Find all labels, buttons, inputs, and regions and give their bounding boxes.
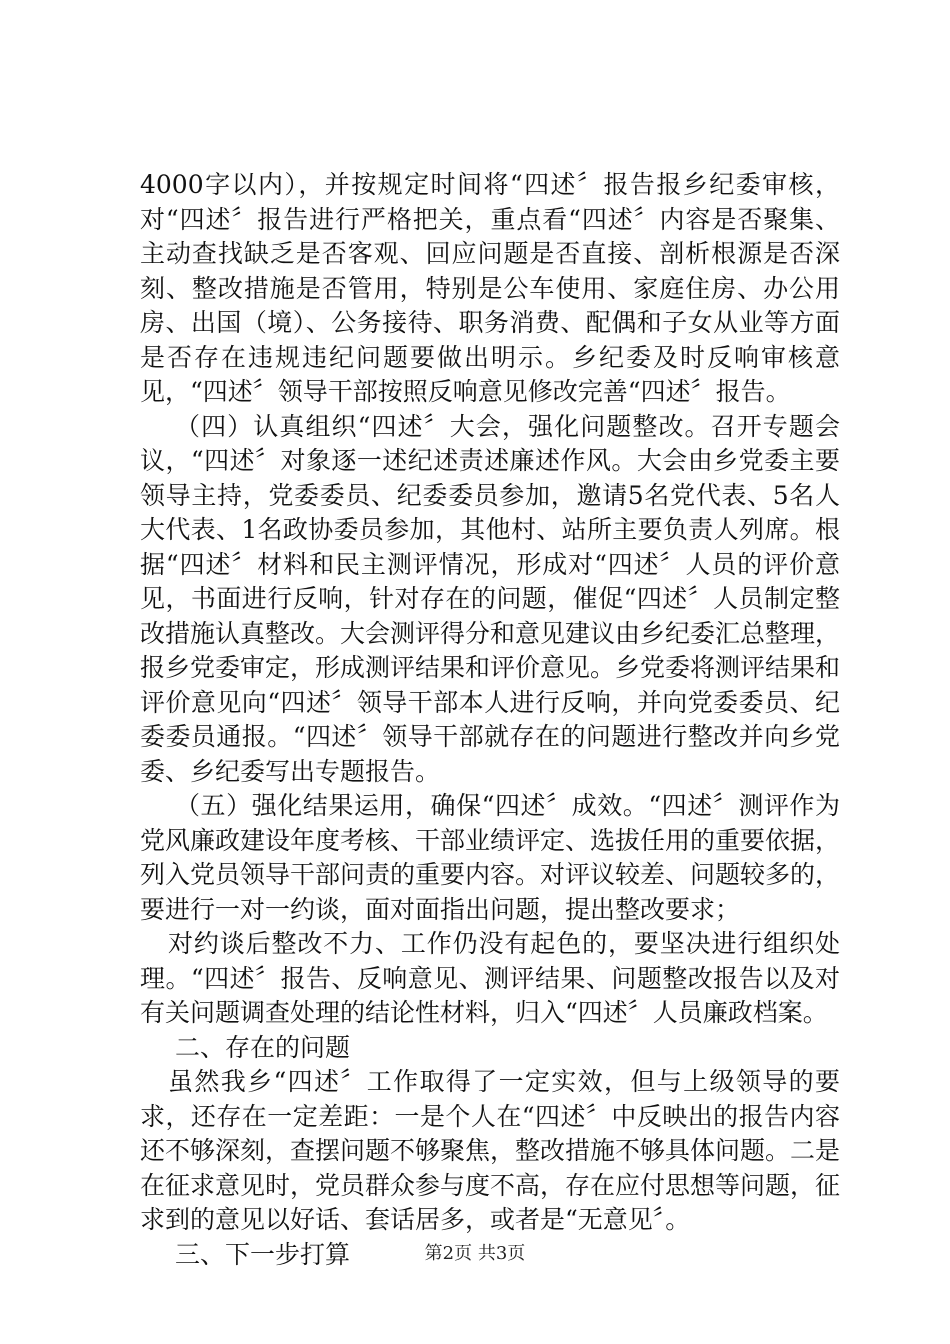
document-body <box>140 168 840 1272</box>
paragraph-section-five: （五）强化结果运用，确保“四述〞成效。“四述〞测评作为党风廉政建设年度考核、干部业绩评定、选拔任用的重要依据，列入党员领导干部问责的重要内容。对评议较差、问题较多的，要进行一对一约谈，面对面指出问题，提出整改要求； <box>140 791 841 924</box>
heading-next-steps: 三、下一步打算 <box>175 1239 351 1269</box>
page-number-footer: 第2页 共3页 <box>424 1243 526 1264</box>
paragraph-continuation: 4000字以内），并按规定时间将“四述〞报告报乡纪委审核，对“四述〞报告进行严格把关，重点看“四述〞内容是否聚集、主动查找缺乏是否客观、回应问题是否直接、剖析根源是否深刻、整改措施是否管用，特别是公车使用、家庭住房、办公用房、出国（境）、公务接待、职务消费、配偶和子女从业等方面是否存在违规违纪问题要做出明示。乡纪委及时反响审核意见，“四述〞领导干部按照反响意见修改完善“四述〞报告。 <box>140 170 840 406</box>
paragraph-organizational-handling: 对约谈后整改不力、工作仍没有起色的，要坚决进行组织处理。“四述〞报告、反响意见、测评结果、问题整改报告以及对有关问题调查处理的结论性材料，归入“四述〞人员廉政档案。 <box>140 929 840 1027</box>
paragraph-section-four: （四）认真组织“四述〞大会，强化问题整改。召开专题会议，“四述〞对象逐一述纪述责述廉述作风。大会由乡党委主要领导主持，党委委员、纪委委员参加，邀请5名党代表、5名人大代表、1名政协委员参加，其他村、站所主要负责人列席。根据“四述〞材料和民主测评情况，形成对“四述〞人员的评价意见，书面进行反响，针对存在的问题，催促“四述〞人员制定整改措施认真整改。大会测评得分和意见建议由乡纪委汇总整理，报乡党委审定，形成测评结果和评价意见。乡党委将测评结果和评价意见向“四述〞领导干部本人进行反响，并向党委委员、纪委委员通报。“四述〞领导干部就存在的问题进行整改并向乡党委、乡纪委写出专题报告。 <box>140 411 841 786</box>
heading-existing-problems: 二、存在的问题 <box>175 1032 351 1062</box>
paragraph-problems-detail: 虽然我乡“四述〞工作取得了一定实效，但与上级领导的要求，还存在一定差距：一是个人在“四述〞中反映出的报告内容还不够深刻，查摆问题不够聚焦，整改措施不够具体问题。二是在征求意见时，党员群众参与度不高，存在应付思想等问题，征求到的意见以好话、套话居多，或者是“无意见〞。 <box>140 1067 841 1234</box>
